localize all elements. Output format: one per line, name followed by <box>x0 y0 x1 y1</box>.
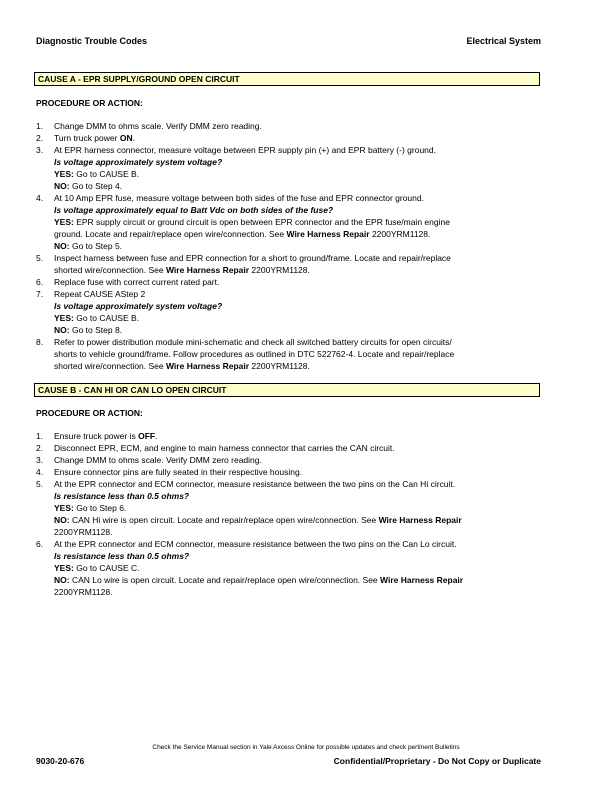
cause-a-steps <box>36 120 536 372</box>
reference-number: 2200YRM1128. <box>249 265 310 275</box>
step-text: At 10 Amp EPR fuse, measure voltage between both sides of the fuse and EPR connector ground. <box>54 193 424 203</box>
yes-label: YES: <box>54 313 74 323</box>
step-text: Repeat CAUSE AStep 2 <box>54 289 146 299</box>
list-item <box>36 144 536 192</box>
cause-a-procedure-label: PROCEDURE OR ACTION: <box>36 98 143 108</box>
reference-number: 2200YRM1128. <box>369 229 431 239</box>
reference-link: Wire Harness Repair <box>380 575 464 585</box>
step-text: shorted wire/connection. See <box>54 265 166 275</box>
reference-link: Wire Harness Repair <box>165 361 250 371</box>
reference-link: Wire Harness Repair <box>378 515 462 525</box>
step-question: Is voltage approximately system voltage? <box>54 301 223 311</box>
step-text: Replace fuse with correct current rated part. <box>54 277 220 287</box>
reference-number: 2200YRM1128. <box>54 587 113 597</box>
list-item <box>36 442 536 454</box>
step-question: Is voltage approximately equal to Batt Vdc on both sides of the fuse? <box>54 205 334 215</box>
step-text: shorted wire/connection. See <box>54 361 166 371</box>
step-number: 2. <box>36 133 44 143</box>
yes-text: Go to CAUSE B. <box>73 313 140 323</box>
cause-a-title: CAUSE A - EPR SUPPLY/GROUND OPEN CIRCUIT <box>34 72 540 86</box>
cause-b-title: CAUSE B - CAN HI OR CAN LO OPEN CIRCUIT <box>34 383 540 397</box>
list-item <box>36 454 536 466</box>
no-label: NO: <box>54 325 70 335</box>
yes-text: Go to CAUSE B. <box>73 169 140 179</box>
no-text: CAN Hi wire is open circuit. Locate and repair/replace open wire/connection. See <box>69 515 379 525</box>
step-number: 5. <box>36 479 44 489</box>
reference-number: 2200YRM1128. <box>249 361 310 371</box>
step-emphasis: OFF <box>138 431 156 441</box>
list-item <box>36 132 536 144</box>
yes-label: YES: <box>54 563 74 573</box>
no-label: NO: <box>54 515 70 525</box>
step-question: Is voltage approximately system voltage? <box>54 157 223 167</box>
step-text: Refer to power distribution module mini-schematic and check all switched battery circuits for open circuits/ <box>54 337 452 347</box>
step-text: At EPR harness connector, measure voltage between EPR supply pin (+) and EPR battery (-) ground. <box>54 145 436 155</box>
header-left: Diagnostic Trouble Codes <box>36 36 148 46</box>
step-number: 1. <box>36 431 44 441</box>
no-text: CAN Lo wire is open circuit. Locate and repair/replace open wire/connection. See <box>69 575 381 585</box>
step-text: Ensure truck power is <box>54 431 139 441</box>
step-text: . <box>132 133 135 143</box>
step-text: Turn truck power <box>54 133 120 143</box>
step-number: 8. <box>36 337 44 347</box>
step-number: 5. <box>36 253 44 263</box>
footer-note: Check the Service Manual section in Yale Axcess Online for possible updates and check pertinent Bulletins <box>152 744 460 751</box>
step-number: 2. <box>36 443 44 453</box>
step-number: 3. <box>36 455 44 465</box>
header-right: Electrical System <box>466 36 541 46</box>
list-item <box>36 252 536 276</box>
no-text: Go to Step 8. <box>69 325 123 335</box>
yes-text: Go to CAUSE C. <box>73 563 140 573</box>
step-text: At the EPR connector and ECM connector, measure resistance between the two pins on the Can Lo circuit. <box>54 539 457 549</box>
footer-page-number: 9030-20-676 <box>36 756 85 766</box>
step-text: Change DMM to ohms scale. Verify DMM zero reading. <box>54 455 262 465</box>
yes-text: ground. Locate and repair/replace open wire/connection. See <box>54 229 287 239</box>
cause-b-procedure-label: PROCEDURE OR ACTION: <box>36 408 143 418</box>
step-number: 1. <box>36 121 44 131</box>
step-text: Change DMM to ohms scale. Verify DMM zero reading. <box>54 121 262 131</box>
list-item <box>36 336 536 372</box>
step-number: 6. <box>36 277 44 287</box>
list-item <box>36 478 536 538</box>
list-item <box>36 430 536 442</box>
yes-text: EPR supply circuit or ground circuit is open between EPR connector and the EPR fuse/main engine <box>73 217 450 227</box>
no-text: Go to Step 4. <box>69 181 123 191</box>
yes-label: YES: <box>54 217 74 227</box>
step-number: 4. <box>36 193 44 203</box>
yes-label: YES: <box>54 169 74 179</box>
step-number: 3. <box>36 145 44 155</box>
list-item <box>36 276 536 288</box>
cause-b-steps <box>36 430 536 598</box>
no-label: NO: <box>54 181 70 191</box>
step-emphasis: ON <box>119 133 133 143</box>
no-text: Go to Step 5. <box>69 241 123 251</box>
yes-label: YES: <box>54 503 74 513</box>
list-item <box>36 538 536 598</box>
step-text: Disconnect EPR, ECM, and engine to main harness connector that carries the CAN circuit. <box>54 443 395 453</box>
list-item <box>36 288 536 336</box>
step-text: . <box>155 431 158 441</box>
step-text: Ensure connector pins are fully seated in their respective housing. <box>54 467 303 477</box>
no-label: NO: <box>54 241 70 251</box>
list-item <box>36 466 536 478</box>
list-item <box>36 192 536 252</box>
step-question: Is resistance less than 0.5 ohms? <box>54 491 190 501</box>
step-text: At the EPR connector and ECM connector, measure resistance between the two pins on the Can Hi circuit. <box>54 479 456 489</box>
footer-confidential: Confidential/Proprietary - Do Not Copy or Duplicate <box>333 756 541 766</box>
reference-number: 2200YRM1128. <box>54 527 113 537</box>
step-number: 6. <box>36 539 44 549</box>
step-number: 7. <box>36 289 44 299</box>
reference-link: Wire Harness Repair <box>286 229 370 239</box>
reference-link: Wire Harness Repair <box>165 265 250 275</box>
yes-text: Go to Step 6. <box>73 503 127 513</box>
step-text: shorts to vehicle ground/frame. Follow procedures as outlined in DTC 522762-4. Locate and repair/replace <box>54 349 455 359</box>
list-item <box>36 120 536 132</box>
step-question: Is resistance less than 0.5 ohms? <box>54 551 190 561</box>
step-text: Inspect harness between fuse and EPR connection for a short to ground/frame. Locate and repair/replace <box>54 253 451 263</box>
step-number: 4. <box>36 467 44 477</box>
no-label: NO: <box>54 575 70 585</box>
